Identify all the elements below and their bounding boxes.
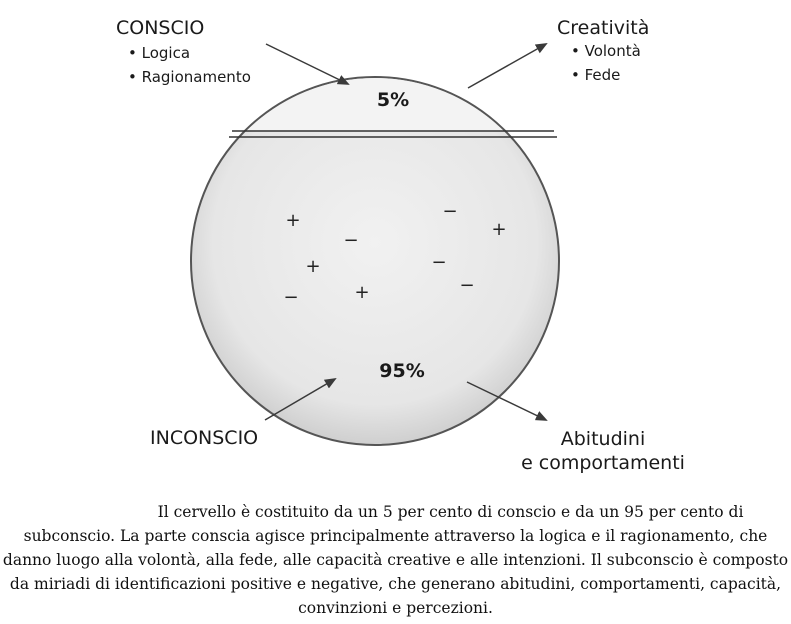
unconscious-title: INCONSCIO — [150, 427, 259, 449]
arrow-conscio — [266, 44, 348, 84]
minus-sign: − — [343, 230, 359, 251]
figure-caption — [0, 500, 791, 620]
caption-body: subconscio. La parte conscia agisce principalmente attraverso la logica e il ragionamento, che danno luogo alla volontà, alla fede, alle capacità creative e alle intenzioni. Il subconscio è composto da miriadi di identificazioni positive e negative, che generano abitudini, comportamenti, capacità, convinzioni e percezioni. — [2, 527, 789, 617]
habits-line1: Abitudini — [560, 428, 646, 450]
minus-sign: − — [442, 201, 458, 222]
conscious-item-logica: • Logica — [128, 44, 191, 62]
minus-sign: − — [431, 252, 447, 273]
plus-sign: + — [285, 210, 301, 231]
minus-sign: − — [459, 275, 475, 296]
arrow-creativita — [468, 44, 546, 88]
creativity-item-fede: • Fede — [571, 66, 621, 84]
mind-sphere — [191, 77, 559, 445]
conscious-item-ragionamento: • Ragionamento — [128, 68, 251, 86]
conscious-title: CONSCIO — [116, 17, 205, 39]
creativity-item-volonta: • Volontà — [571, 42, 641, 60]
plus-sign: + — [354, 282, 370, 303]
top-percent: 5% — [376, 89, 410, 111]
bottom-percent: 95% — [379, 360, 425, 382]
plus-sign: + — [305, 256, 321, 277]
caption-line-first: Il cervello è costituito da un 5 per cento di conscio e da un 95 per cento di — [157, 503, 744, 521]
habits-line2: e comportamenti — [521, 452, 685, 474]
plus-sign: + — [491, 219, 507, 240]
creativity-title: Creatività — [557, 17, 650, 39]
minus-sign: − — [283, 287, 299, 308]
